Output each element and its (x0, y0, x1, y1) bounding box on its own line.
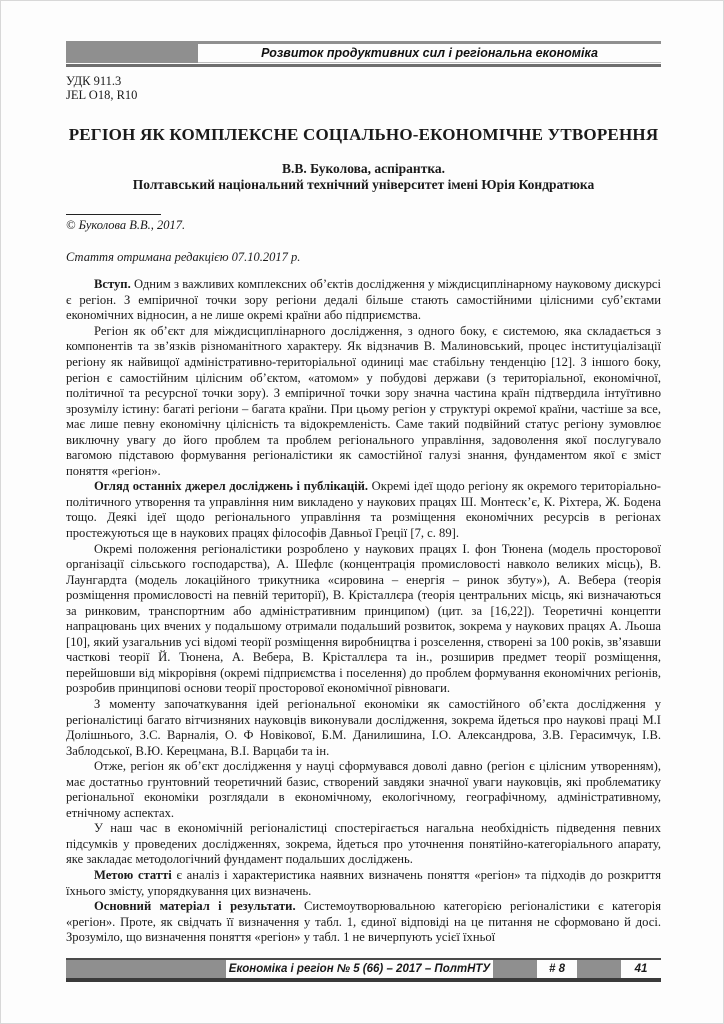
copyright-rule (66, 214, 161, 215)
paragraph-lead: Основний матеріал і результати. (94, 899, 304, 914)
footer-page-number: 41 (634, 963, 648, 975)
paragraph-text: Системоутворювальною категорією регіоналістики є категорія «регіон». Проте, як свідчать її визначення у табл. 1, єдиної відповіді на це питання не сформовано й досі. Зрозуміло, що визначення поняття «регіон» у табл. 1 не вичерпують усієї їхньої (66, 899, 661, 945)
paragraph (66, 697, 661, 759)
author-block (66, 161, 661, 195)
footer-band-wrap (66, 958, 661, 982)
footer-separator-block (577, 960, 621, 978)
jel-code: JEL O18, R10 (66, 87, 138, 102)
paragraph-main-results (66, 899, 661, 946)
header-section-title: Розвиток продуктивних сил і регіональна економіка (198, 44, 661, 63)
paragraph-text: Окремі положення регіоналістики розроблено у наукових працях І. фон Тюнена (модель просторової організації сільського господарства), А. Шефлє (концентрація промисловості навколо великих місць), В. Лаунгардта (модель локаційного трикутника «сировина – енергія – ринок збуту»), А. Вебера (теорія розміщення промисловості на певній території), В. Крісталлєра (теорія центральних місць, які визначаються за ринковим, транспортним або адміністративним принципом) (цит. за [16,22]). Теоретичні концепти напрацювань цих вчених у подальшому отримали подальший розвиток, зокрема у наукових працях А. Льоша [10], який узагальнив усі відомі теорії розміщення виробництва і розселення, створені за 100 років, зв’язавши часткові теорії Й. Тюнена, А. Вебера, В. Крісталлєра та ін., розширив предмет теорії розміщення, перейшовши від мікрорівня (окремі підприємства і поселення) до проблем формування економічних регіонів, розробив принципові основи теорії просторової економічної рівноваги. (66, 541, 661, 696)
footer-band (66, 960, 661, 978)
received-date-line: Стаття отримана редакцією 07.10.2017 р. (66, 250, 301, 265)
author-affiliation: Полтавський національний технічний університет імені Юрія Кондратюка (132, 177, 595, 193)
paragraph-text: Одним з важливих комплексних об’єктів дослідження у міждисциплінарному науковому дискурсі є регіон. З емпіричної точки зору регіони дедалі більше стають самостійними цілісними суб’єктами економічних відносин, а не лише окремі країни або підприємства. (66, 277, 661, 323)
paragraph-text: У наш час в економічній регіоналістиці спостерігається нагальна необхідність підведення певних підсумків у проведених дослідженнях, зокрема, йдеться про уточнення понятійно-категоріального апарату, яке закладає методологічний фундамент подальших досліджень. (66, 821, 661, 867)
paragraph-text: З моменту започаткування ідей регіональної економіки як самостійного об’єкта дослідження у регіоналістиці багато вітчизняних науковців виконували дослідження, зокрема йдеться про наукові праці М.І Долішнього, З.С. Варналія, О. Ф Новікової, Б.М. Данилишина, І.О. Александрова, З.В. Герасимчук, І.В. Заблодської, В.Ю. Керецмана, В.І. Варцаби та ін. (66, 697, 661, 758)
udc-code: УДК 911.3 (66, 74, 122, 88)
article-title: РЕГІОН ЯК КОМПЛЕКСНЕ СОЦІАЛЬНО-ЕКОНОМІЧНЕ УТВОРЕННЯ (68, 124, 659, 144)
paragraph-lead: Вступ. (94, 277, 134, 292)
paragraph-intro (66, 277, 661, 324)
copyright-line: © Буколова В.В., 2017. (66, 218, 186, 233)
paragraph (66, 759, 661, 821)
footer-separator-block (493, 960, 537, 978)
paragraph-lead: Метою статті (94, 868, 177, 883)
paragraph-text: Отже, регіон як об’єкт дослідження у науці сформувався доволі давно (регіон є цілісним утворенням), має достатньо грунтовний теоретичний базис, створений завдяки значної уваги науковців, які проблематику регіональної економіки розглядали в економічному, екологічному, географічному, адміністративному, етнічному аспектах. (66, 759, 661, 820)
page-content (66, 41, 661, 946)
header-gray-block (66, 44, 198, 63)
running-footer (66, 958, 661, 982)
paragraph (66, 324, 661, 479)
classification-codes (66, 75, 661, 103)
header-bottom-rule (66, 64, 661, 67)
paragraph-lead: Огляд останніх джерел досліджень і публікацій. (94, 479, 372, 494)
paragraph-text: Регіон як об’єкт для міждисциплінарного дослідження, з одного боку, є системою, яка складається з компонентів та зв’язків різноманітного характеру. Як відзначив В. Малиновський, процес інституціалізації регіону як найвищої адміністративно-територіальної одиниці має стабільну тенденцію [12]. З іншого боку, регіон є самостійним цілісним об’єктом, «атомом» у побудові держави (з територіальної, економічної, політичної та ресурсної точки зору). З емпіричної точки зору значна частина країн підтвердила інтуїтивно зрозумілу істину: багаті регіони – багата країни. При цьому регіон у структурі окремої країни, частіше за все, має лише певну економічну цілісність та відокремленість. Саме такий подвійний статус регіону зумовлює виключну увагу до його проблем та проблем регіонального управління, задоволення якої послугувало вагомою підставою формування регіоналістики як самостійної галузі знання, фундаментом якої є зміст поняття «регіон». (66, 323, 661, 478)
paragraph (66, 821, 661, 868)
paragraph-text: є аналіз і характеристика наявних визначень поняття «регіон» та підходів до розкриття їхнього змісту, упорядкування цих визначень. (66, 868, 661, 898)
header-band (66, 44, 661, 63)
article-body (66, 277, 661, 946)
running-head (66, 41, 661, 67)
paragraph-sources-review (66, 479, 661, 541)
footer-issue-mark: # 8 (549, 963, 565, 975)
paragraph-goal (66, 868, 661, 899)
footer-gray-block (66, 960, 226, 978)
footer-bottom-rule (66, 978, 661, 982)
paragraph (66, 542, 661, 697)
paragraph-text: Окремі ідеї щодо регіону як окремого територіально-політичного утворення та управління ним викладено у наукових працях Ш. Монтеск’є, К. Ріхтера, Ж. Бодена тощо. Деякі ідеї щодо регіонального управління та розміщення економічних ресурсів в регіонах простежуються ще в наукових працях філософів Давньої Греції [7, с. 89]. (66, 479, 661, 540)
footer-journal-title: Економіка і регіон № 5 (66) – 2017 – ПолтНТУ (228, 963, 491, 975)
author-name: В.В. Буколова, аспірантка. (281, 160, 446, 176)
